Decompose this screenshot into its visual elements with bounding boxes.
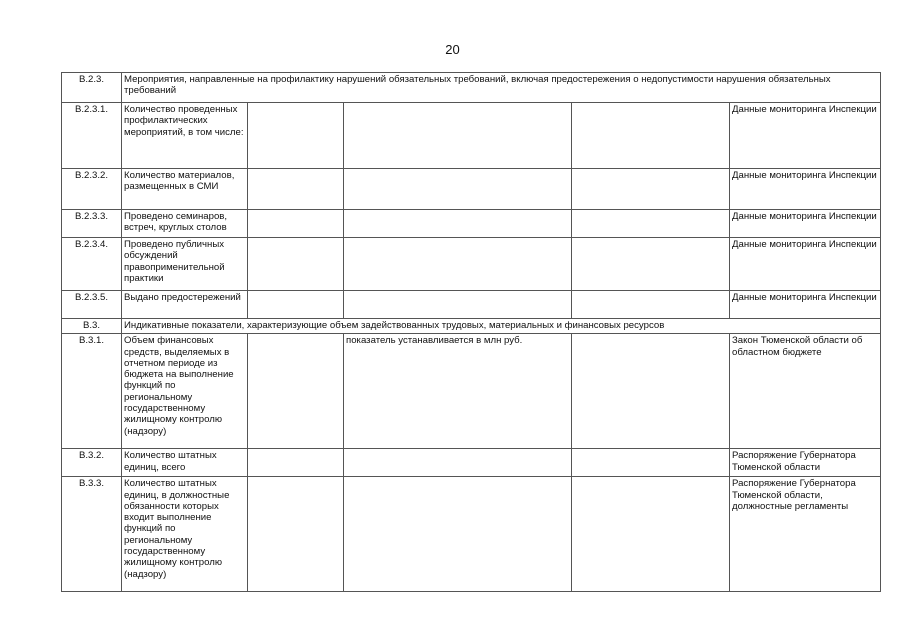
row-cell-5 — [572, 291, 730, 319]
table-row — [62, 238, 881, 291]
row-cell-5 — [572, 477, 730, 592]
table-row — [62, 477, 881, 592]
table-row — [62, 291, 881, 319]
row-code: В.2.3.1. — [62, 103, 122, 169]
section-title: Мероприятия, направленные на профилактику нарушений обязательных требований, включая предостережения о недопустимости нарушения обязательных требований — [122, 73, 881, 103]
row-data-source: Данные мониторинга Инспекции — [730, 210, 881, 238]
row-data-source: Данные мониторинга Инспекции — [730, 291, 881, 319]
row-data-source: Данные мониторинга Инспекции — [730, 238, 881, 291]
row-cell-3 — [248, 169, 344, 210]
row-code: В.2.3. — [62, 73, 122, 103]
table-row — [62, 169, 881, 210]
row-indicator-name: Выдано предостережений — [122, 291, 248, 319]
row-indicator-name: Проведено публичных обсуждений правоприменительной практики — [122, 238, 248, 291]
table-row — [62, 103, 881, 169]
row-cell-5 — [572, 449, 730, 477]
row-cell-5 — [572, 238, 730, 291]
section-title: Индикативные показатели, характеризующие объем задействованных трудовых, материальных и финансовых ресурсов — [122, 319, 881, 334]
row-code: В.3.1. — [62, 334, 122, 449]
row-code: В.3.2. — [62, 449, 122, 477]
row-cell-3 — [248, 103, 344, 169]
row-cell-4 — [344, 449, 572, 477]
row-cell-3 — [248, 477, 344, 592]
row-cell-5 — [572, 334, 730, 449]
row-data-source: Распоряжение Губернатора Тюменской области — [730, 449, 881, 477]
row-data-source: Данные мониторинга Инспекции — [730, 169, 881, 210]
row-cell-4: показатель устанавливается в млн руб. — [344, 334, 572, 449]
row-code: В.3.3. — [62, 477, 122, 592]
row-cell-3 — [248, 291, 344, 319]
row-code: В.2.3.5. — [62, 291, 122, 319]
table-row — [62, 210, 881, 238]
row-indicator-name: Объем финансовых средств, выделяемых в отчетном периоде из бюджета на выполнение функций по региональному государственному жилищному контролю (надзору) — [122, 334, 248, 449]
table-row — [62, 449, 881, 477]
row-cell-4 — [344, 291, 572, 319]
row-indicator-name: Количество штатных единиц, в должностные обязанности которых входит выполнение функций по региональному государственному жилищному контролю (надзору) — [122, 477, 248, 592]
row-data-source: Данные мониторинга Инспекции — [730, 103, 881, 169]
row-cell-4 — [344, 210, 572, 238]
row-indicator-name: Количество штатных единиц, всего — [122, 449, 248, 477]
row-indicator-name: Количество материалов, размещенных в СМИ — [122, 169, 248, 210]
row-cell-3 — [248, 210, 344, 238]
row-cell-5 — [572, 103, 730, 169]
row-data-source: Распоряжение Губернатора Тюменской области, должностные регламенты — [730, 477, 881, 592]
row-cell-5 — [572, 210, 730, 238]
row-cell-3 — [248, 238, 344, 291]
row-code: В.3. — [62, 319, 122, 334]
row-cell-4 — [344, 477, 572, 592]
section-row — [62, 73, 881, 103]
row-cell-3 — [248, 449, 344, 477]
table-row — [62, 334, 881, 449]
row-code: В.2.3.3. — [62, 210, 122, 238]
page-number: 20 — [445, 42, 460, 57]
row-cell-5 — [572, 169, 730, 210]
row-indicator-name: Проведено семинаров, встреч, круглых столов — [122, 210, 248, 238]
row-data-source: Закон Тюменской области об областном бюджете — [730, 334, 881, 449]
row-cell-4 — [344, 169, 572, 210]
row-cell-3 — [248, 334, 344, 449]
row-indicator-name: Количество проведенных профилактических мероприятий, в том числе: — [122, 103, 248, 169]
section-row — [62, 319, 881, 334]
row-cell-4 — [344, 103, 572, 169]
row-code: В.2.3.2. — [62, 169, 122, 210]
row-cell-4 — [344, 238, 572, 291]
indicators-table — [61, 72, 881, 592]
row-code: В.2.3.4. — [62, 238, 122, 291]
